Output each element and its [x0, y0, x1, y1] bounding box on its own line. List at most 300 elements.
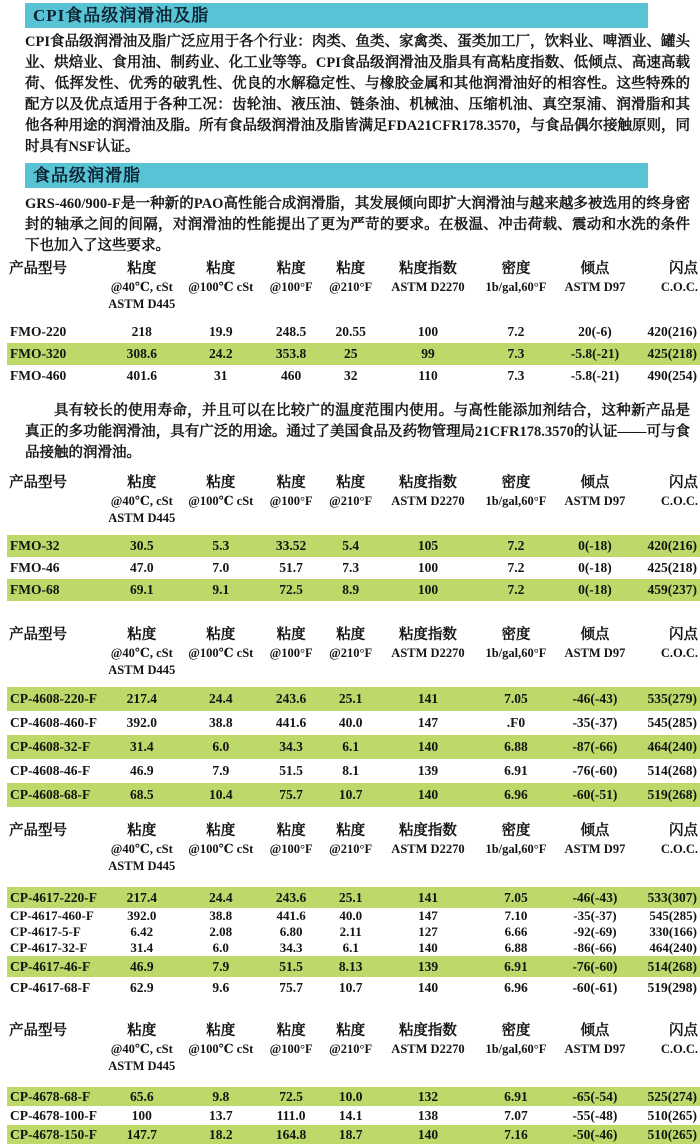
table-header-line: @210°F [329, 1042, 373, 1056]
table-header-line: 粘度 [206, 627, 236, 643]
product-model-cell: FMO-46 [10, 560, 60, 575]
cp4678-table [0, 1021, 700, 1144]
table-row [7, 687, 700, 711]
value-cell: 31.4 [102, 735, 182, 759]
table-header-cell [322, 259, 379, 321]
section-title-oils: CPI食品级润滑油及脂 [33, 6, 210, 25]
table-header-cell [102, 821, 182, 887]
value-cell: 18.7 [322, 1125, 379, 1144]
value-cell: 34.3 [279, 940, 303, 955]
table-header-line: ASTM D2270 [391, 1042, 465, 1056]
table-row [7, 1106, 700, 1125]
table-header-line: 粘度 [276, 823, 306, 839]
table-header-cell [260, 259, 322, 321]
table-header-line: 粘度 [336, 475, 366, 491]
value-cell: 0(-18) [555, 535, 635, 557]
product-model-cell: FMO-32 [7, 535, 102, 557]
table-row [7, 1087, 700, 1106]
grease-paragraph: GRS-460/900-F是一种新的PAO高性能合成润滑脂，其发展倾向即扩大润滑油与越来越多被选用的终身密封的轴承之间的间隔，对润滑油的性能提出了更为严苛的要求。在极温、冲击荷载、震动和水洗的条件下也加入了这些要求。 [25, 196, 690, 254]
spec-table [7, 1021, 700, 1144]
table-header-cell [635, 259, 700, 321]
value-cell: 7.3 [477, 343, 555, 365]
value-cell: -55(-48) [572, 1107, 618, 1123]
value-cell: 6.0 [212, 940, 229, 955]
value-cell: 0(-18) [555, 579, 635, 601]
value-cell: 5.3 [182, 535, 260, 557]
value-cell: 24.4 [182, 887, 260, 908]
value-cell: -50(-46) [555, 1125, 635, 1144]
value-cell: 218 [131, 324, 152, 339]
value-cell: 514(268) [635, 956, 700, 977]
table-row [7, 887, 700, 908]
table-header-row [7, 259, 700, 321]
value-cell: -92(-69) [573, 924, 617, 939]
value-cell: 6.96 [477, 783, 555, 807]
table-header-cell [322, 625, 379, 687]
value-cell: 0(-18) [578, 560, 612, 575]
value-cell: 525(274) [635, 1087, 700, 1106]
table-header-cell [379, 625, 477, 687]
value-cell: 51.5 [260, 956, 322, 977]
fmo-table-2 [0, 473, 700, 601]
table-header-line: ASTM D97 [564, 842, 626, 856]
table-header-cell [555, 625, 635, 687]
value-cell: 100 [131, 1107, 152, 1123]
value-cell: 25.1 [322, 687, 379, 711]
product-model-cell: CP-4678-100-F [10, 1107, 97, 1123]
table-row [7, 956, 700, 977]
value-cell: 46.9 [129, 763, 154, 778]
table-header-line: 1b/gal,60°F [485, 646, 547, 660]
table-header-line: 粘度指数 [398, 823, 457, 839]
table-header-cell [260, 821, 322, 887]
table-row [7, 711, 700, 735]
value-cell: 140 [379, 783, 477, 807]
product-model-cell: CP-4678-68-F [7, 1087, 102, 1106]
value-cell: -46(-43) [555, 887, 635, 908]
value-cell: 248.5 [275, 324, 307, 339]
value-cell: 6.91 [477, 1087, 555, 1106]
value-cell: 10.4 [182, 783, 260, 807]
value-cell: 10.7 [322, 783, 379, 807]
intro-paragraph: CPI食品级润滑油及脂广泛应用于各个行业：肉类、鱼类、家禽类、蛋类加工厂，饮料业、啤酒业、罐头业、烘焙业、食用油、制药业、化工业等等。CPI食品级润滑油及脂具有高粘度指数、低倾点、高速高载荷、低挥发性、优秀的破乳性、优良的水解稳定性、与橡胶金属和其他润滑油好的相容性。这些特殊的配方以及优点适用于各种工况：齿轮油、液压油、链条油、机械油、压缩机油、真空泵浦、润滑脂和其他各种用途的润滑油及脂。所有食品级润滑油及脂皆满足FDA21CFR178.3570，与食品偶尔接触原则，同时具有NSF认证。 [25, 34, 690, 155]
table-header-row [7, 473, 700, 535]
value-cell: 140 [379, 735, 477, 759]
value-cell: 243.6 [260, 687, 322, 711]
value-cell: 20(-6) [578, 324, 612, 339]
value-cell: 147 [418, 908, 438, 923]
table-header-line: 粘度 [127, 1023, 157, 1039]
table-header-cell [379, 473, 477, 535]
table-header-cell [477, 473, 555, 535]
value-cell: 72.5 [260, 1087, 322, 1106]
value-cell: 40.0 [339, 908, 363, 923]
value-cell: 13.7 [208, 1107, 233, 1123]
value-cell: -86(-66) [573, 940, 617, 955]
section-title-grease: 食品级润滑脂 [33, 166, 141, 185]
value-cell: 51.5 [279, 763, 303, 778]
value-cell: 19.9 [208, 324, 233, 339]
table-header-line: @40℃, cSt [110, 1042, 173, 1056]
table-header-line: @100°F [269, 280, 313, 294]
fmo-table-1 [0, 259, 700, 387]
table-header-row [7, 1021, 700, 1087]
value-cell: -35(-37) [573, 908, 617, 923]
value-cell: 5.4 [322, 535, 379, 557]
value-cell: -5.8(-21) [570, 368, 620, 383]
table-header-line: 密度 [501, 1023, 531, 1039]
table-header-line: @40℃, cSt [110, 494, 173, 508]
product-model-cell: CP-4617-46-F [7, 956, 102, 977]
value-cell: 147.7 [102, 1125, 182, 1144]
table-header-cell [260, 1021, 322, 1087]
value-cell: 164.8 [260, 1125, 322, 1144]
table-header-line: 粘度 [206, 1023, 236, 1039]
table-header-cell [635, 1021, 700, 1087]
table-header-line: ASTM D445 [108, 859, 176, 873]
value-cell: 8.1 [342, 763, 360, 778]
value-cell: 65.6 [102, 1087, 182, 1106]
value-cell: 8.9 [322, 579, 379, 601]
table-row [7, 735, 700, 759]
table-row [7, 977, 700, 998]
value-cell: 7.2 [507, 324, 525, 339]
value-cell: 6.88 [504, 940, 528, 955]
table-header-line: 粘度 [336, 261, 366, 277]
value-cell: 7.05 [477, 687, 555, 711]
product-model-cell: CP-4617-460-F [10, 908, 94, 923]
product-model-cell: CP-4617-68-F [10, 979, 91, 995]
product-model-cell: CP-4608-220-F [7, 687, 102, 711]
table-header-line: 粘度 [206, 261, 236, 277]
table-header-cell [7, 259, 102, 321]
value-cell: 460 [280, 368, 302, 383]
table-header-line: 密度 [501, 823, 531, 839]
table-header-cell [7, 473, 102, 535]
table-header-line: 粘度 [276, 1023, 306, 1039]
value-cell: -35(-37) [572, 715, 618, 730]
table-row [7, 321, 700, 343]
table-header-line: @100℃ cSt [188, 1042, 254, 1056]
table-header-line: 粘度指数 [398, 627, 457, 643]
table-header-cell [379, 821, 477, 887]
value-cell: -46(-43) [555, 687, 635, 711]
table-header-cell [260, 625, 322, 687]
mid-paragraph: 具有较长的使用寿命，并且可以在比较广的温度范围内使用。与高性能添加剂结合，这种新产品是真正的多功能润滑油，具有广泛的用途。通过了美国食品及药物管理局21CFR178.3570的认证——可与食品接触的润滑油。 [25, 403, 690, 461]
cp4608-table [0, 625, 700, 807]
table-row [7, 940, 700, 956]
value-cell: 6.1 [322, 735, 379, 759]
value-cell: 6.1 [342, 940, 359, 955]
value-cell: -76(-60) [555, 956, 635, 977]
table-header-line: C.O.C. [660, 280, 698, 294]
value-cell: 308.6 [102, 343, 182, 365]
value-cell: 141 [379, 687, 477, 711]
table-header-line: 粘度 [206, 823, 236, 839]
section-title-bar-grease [25, 163, 648, 188]
table-header-cell [260, 473, 322, 535]
value-cell: 7.16 [477, 1125, 555, 1144]
value-cell: -60(-61) [572, 979, 618, 995]
value-cell: 243.6 [260, 887, 322, 908]
table-header-line: ASTM D445 [108, 511, 176, 525]
table-header-line: 1b/gal,60°F [485, 842, 547, 856]
value-cell: 46.9 [102, 956, 182, 977]
value-cell: 20.55 [335, 324, 366, 339]
value-cell: 75.7 [279, 979, 303, 995]
product-model-cell: CP-4617-220-F [7, 887, 102, 908]
value-cell: 51.7 [279, 560, 303, 575]
table-header-line: 倾点 [580, 1023, 610, 1039]
table-header-cell [182, 625, 260, 687]
value-cell: 510(265) [635, 1125, 700, 1144]
table-header-line: 倾点 [580, 475, 610, 491]
value-cell: 441.6 [275, 715, 307, 730]
table-header-cell [555, 473, 635, 535]
product-model-cell: CP-4608-68-F [7, 783, 102, 807]
table-header-line: 粘度指数 [398, 1023, 457, 1039]
table-header-line: 产品型号 [9, 261, 67, 277]
value-cell: 353.8 [260, 343, 322, 365]
table-header-line: @100°F [269, 842, 313, 856]
value-cell: 34.3 [260, 735, 322, 759]
value-cell: 105 [379, 535, 477, 557]
table-header-line: ASTM D97 [564, 646, 626, 660]
value-cell: 47.0 [129, 560, 154, 575]
table-header-cell [322, 821, 379, 887]
value-cell: -87(-66) [555, 735, 635, 759]
value-cell: 132 [379, 1087, 477, 1106]
value-cell: 490(254) [647, 368, 697, 383]
value-cell: 545(285) [649, 908, 697, 923]
value-cell: -60(-51) [555, 783, 635, 807]
table-header-line: 闪点 [669, 475, 698, 491]
table-header-cell [379, 1021, 477, 1087]
spec-table [7, 473, 700, 601]
table-header-cell [477, 1021, 555, 1087]
table-header-line: 倾点 [580, 823, 610, 839]
value-cell: 6.96 [504, 979, 528, 995]
value-cell: 464(240) [649, 940, 697, 955]
table-header-line: ASTM D445 [108, 1059, 176, 1073]
value-cell: .F0 [506, 715, 526, 730]
value-cell: 7.2 [477, 535, 555, 557]
value-cell: 420(216) [647, 324, 697, 339]
table-header-line: @210°F [329, 494, 373, 508]
table-header-cell [102, 259, 182, 321]
value-cell: 7.3 [507, 368, 525, 383]
value-cell: 110 [418, 368, 438, 383]
table-header-cell [555, 259, 635, 321]
value-cell: 25 [322, 343, 379, 365]
value-cell: 30.5 [102, 535, 182, 557]
table-header-line: @100°F [269, 1042, 313, 1056]
table-header-line: 密度 [501, 475, 531, 491]
value-cell: 72.5 [260, 579, 322, 601]
table-row [7, 759, 700, 783]
table-header-line: 粘度 [276, 261, 306, 277]
value-cell: 392.0 [127, 908, 157, 923]
value-cell: 6.88 [477, 735, 555, 759]
value-cell: 7.0 [212, 560, 230, 575]
product-model-cell: CP-4617-5-F [10, 924, 81, 939]
value-cell: 217.4 [102, 687, 182, 711]
value-cell: 217.4 [102, 887, 182, 908]
value-cell: 459(237) [635, 579, 700, 601]
table-header-line: ASTM D445 [108, 297, 176, 311]
table-header-line: 产品型号 [9, 1023, 67, 1039]
spec-table [7, 821, 700, 998]
value-cell: 425(218) [647, 560, 697, 575]
table-header-cell [635, 625, 700, 687]
product-model-cell: CP-4617-32-F [10, 940, 88, 955]
value-cell: 69.1 [102, 579, 182, 601]
table-header-line: 1b/gal,60°F [485, 1042, 547, 1056]
table-header-line: C.O.C. [660, 1042, 698, 1056]
table-header-line: @40℃, cSt [110, 646, 173, 660]
value-cell: 24.2 [182, 343, 260, 365]
value-cell: -65(-54) [555, 1087, 635, 1106]
value-cell: 14.1 [338, 1107, 363, 1123]
value-cell: 6.42 [130, 924, 154, 939]
table-header-line: 粘度 [127, 475, 157, 491]
table-header-cell [7, 625, 102, 687]
value-cell: 9.1 [182, 579, 260, 601]
value-cell: 7.2 [507, 560, 525, 575]
value-cell: 100 [417, 324, 439, 339]
table-row [7, 535, 700, 557]
table-header-cell [7, 1021, 102, 1087]
value-cell: 9.6 [212, 979, 230, 995]
value-cell: 510(265) [647, 1107, 697, 1123]
table-row [7, 365, 700, 387]
value-cell: 401.6 [126, 368, 157, 383]
value-cell: 100 [417, 560, 439, 575]
table-header-line: 粘度 [206, 475, 236, 491]
table-header-line: @40℃, cSt [110, 280, 173, 294]
value-cell: 441.6 [276, 908, 306, 923]
table-header-line: 1b/gal,60°F [485, 280, 547, 294]
table-row [7, 908, 700, 924]
table-header-line: ASTM D2270 [391, 842, 465, 856]
table-header-line: 粘度 [276, 475, 306, 491]
table-header-cell [102, 625, 182, 687]
table-header-line: @100°F [269, 494, 313, 508]
table-header-line: 产品型号 [9, 475, 67, 491]
value-cell: 111.0 [276, 1107, 306, 1123]
table-header-line: @100℃ cSt [188, 646, 254, 660]
value-cell: 31 [214, 368, 228, 383]
value-cell: 330(166) [649, 924, 697, 939]
table-header-line: @100℃ cSt [188, 280, 254, 294]
value-cell: 38.8 [208, 715, 233, 730]
value-cell: 2.08 [209, 924, 233, 939]
value-cell: 7.07 [504, 1107, 528, 1123]
value-cell: 10.7 [338, 979, 363, 995]
table-row [7, 924, 700, 940]
spec-table [7, 259, 700, 387]
table-header-cell [7, 821, 102, 887]
value-cell: 6.66 [504, 924, 528, 939]
value-cell: 6.0 [182, 735, 260, 759]
table-header-line: @100°F [269, 646, 313, 660]
table-header-cell [182, 259, 260, 321]
table-row [7, 1125, 700, 1144]
table-header-line: 粘度 [336, 1023, 366, 1039]
table-header-line: 密度 [501, 627, 531, 643]
table-header-line: 闪点 [669, 1023, 698, 1039]
table-header-line: 闪点 [669, 627, 698, 643]
value-cell: 33.52 [260, 535, 322, 557]
value-cell: 62.9 [129, 979, 154, 995]
table-header-cell [555, 1021, 635, 1087]
table-header-line: ASTM D2270 [391, 646, 465, 660]
table-header-line: 粘度 [336, 823, 366, 839]
table-row [7, 579, 700, 601]
value-cell: 535(279) [635, 687, 700, 711]
product-model-cell: FMO-460 [10, 368, 67, 383]
value-cell: 7.2 [477, 579, 555, 601]
value-cell: 425(218) [635, 343, 700, 365]
value-cell: 533(307) [635, 887, 700, 908]
value-cell: -5.8(-21) [555, 343, 635, 365]
value-cell: 140 [417, 979, 439, 995]
table-header-cell [182, 821, 260, 887]
table-header-line: 粘度 [127, 823, 157, 839]
value-cell: 140 [379, 1125, 477, 1144]
product-model-cell: CP-4608-46-F [10, 763, 91, 778]
table-header-cell [477, 259, 555, 321]
table-header-cell [635, 473, 700, 535]
table-header-line: @210°F [329, 280, 373, 294]
table-header-cell [102, 473, 182, 535]
value-cell: 545(285) [647, 715, 697, 730]
table-header-line: ASTM D97 [564, 1042, 626, 1056]
value-cell: 24.4 [182, 687, 260, 711]
table-header-cell [182, 473, 260, 535]
spec-table [7, 625, 700, 807]
table-header-cell [477, 821, 555, 887]
table-header-line: C.O.C. [660, 494, 698, 508]
value-cell: 40.0 [338, 715, 363, 730]
table-header-line: ASTM D2270 [391, 280, 465, 294]
value-cell: 38.8 [209, 908, 233, 923]
value-cell: 140 [418, 940, 438, 955]
table-header-line: 密度 [501, 261, 531, 277]
table-header-cell [322, 1021, 379, 1087]
value-cell: 6.91 [477, 956, 555, 977]
table-header-line: C.O.C. [660, 646, 698, 660]
table-header-row [7, 625, 700, 687]
table-header-line: 粘度指数 [398, 261, 457, 277]
table-header-line: ASTM D445 [108, 663, 176, 677]
table-header-line: 闪点 [669, 823, 698, 839]
table-header-line: C.O.C. [660, 842, 698, 856]
table-header-line: 粘度 [127, 261, 157, 277]
table-header-line: 倾点 [580, 261, 610, 277]
value-cell: 138 [417, 1107, 439, 1123]
table-header-cell [379, 259, 477, 321]
value-cell: 519(298) [647, 979, 697, 995]
table-header-line: 倾点 [580, 627, 610, 643]
value-cell: 18.2 [182, 1125, 260, 1144]
table-header-line: 粘度 [127, 627, 157, 643]
value-cell: 99 [379, 343, 477, 365]
product-model-cell: CP-4678-150-F [7, 1125, 102, 1144]
table-header-line: @100℃ cSt [188, 842, 254, 856]
value-cell: 2.11 [339, 924, 362, 939]
table-row [7, 783, 700, 807]
